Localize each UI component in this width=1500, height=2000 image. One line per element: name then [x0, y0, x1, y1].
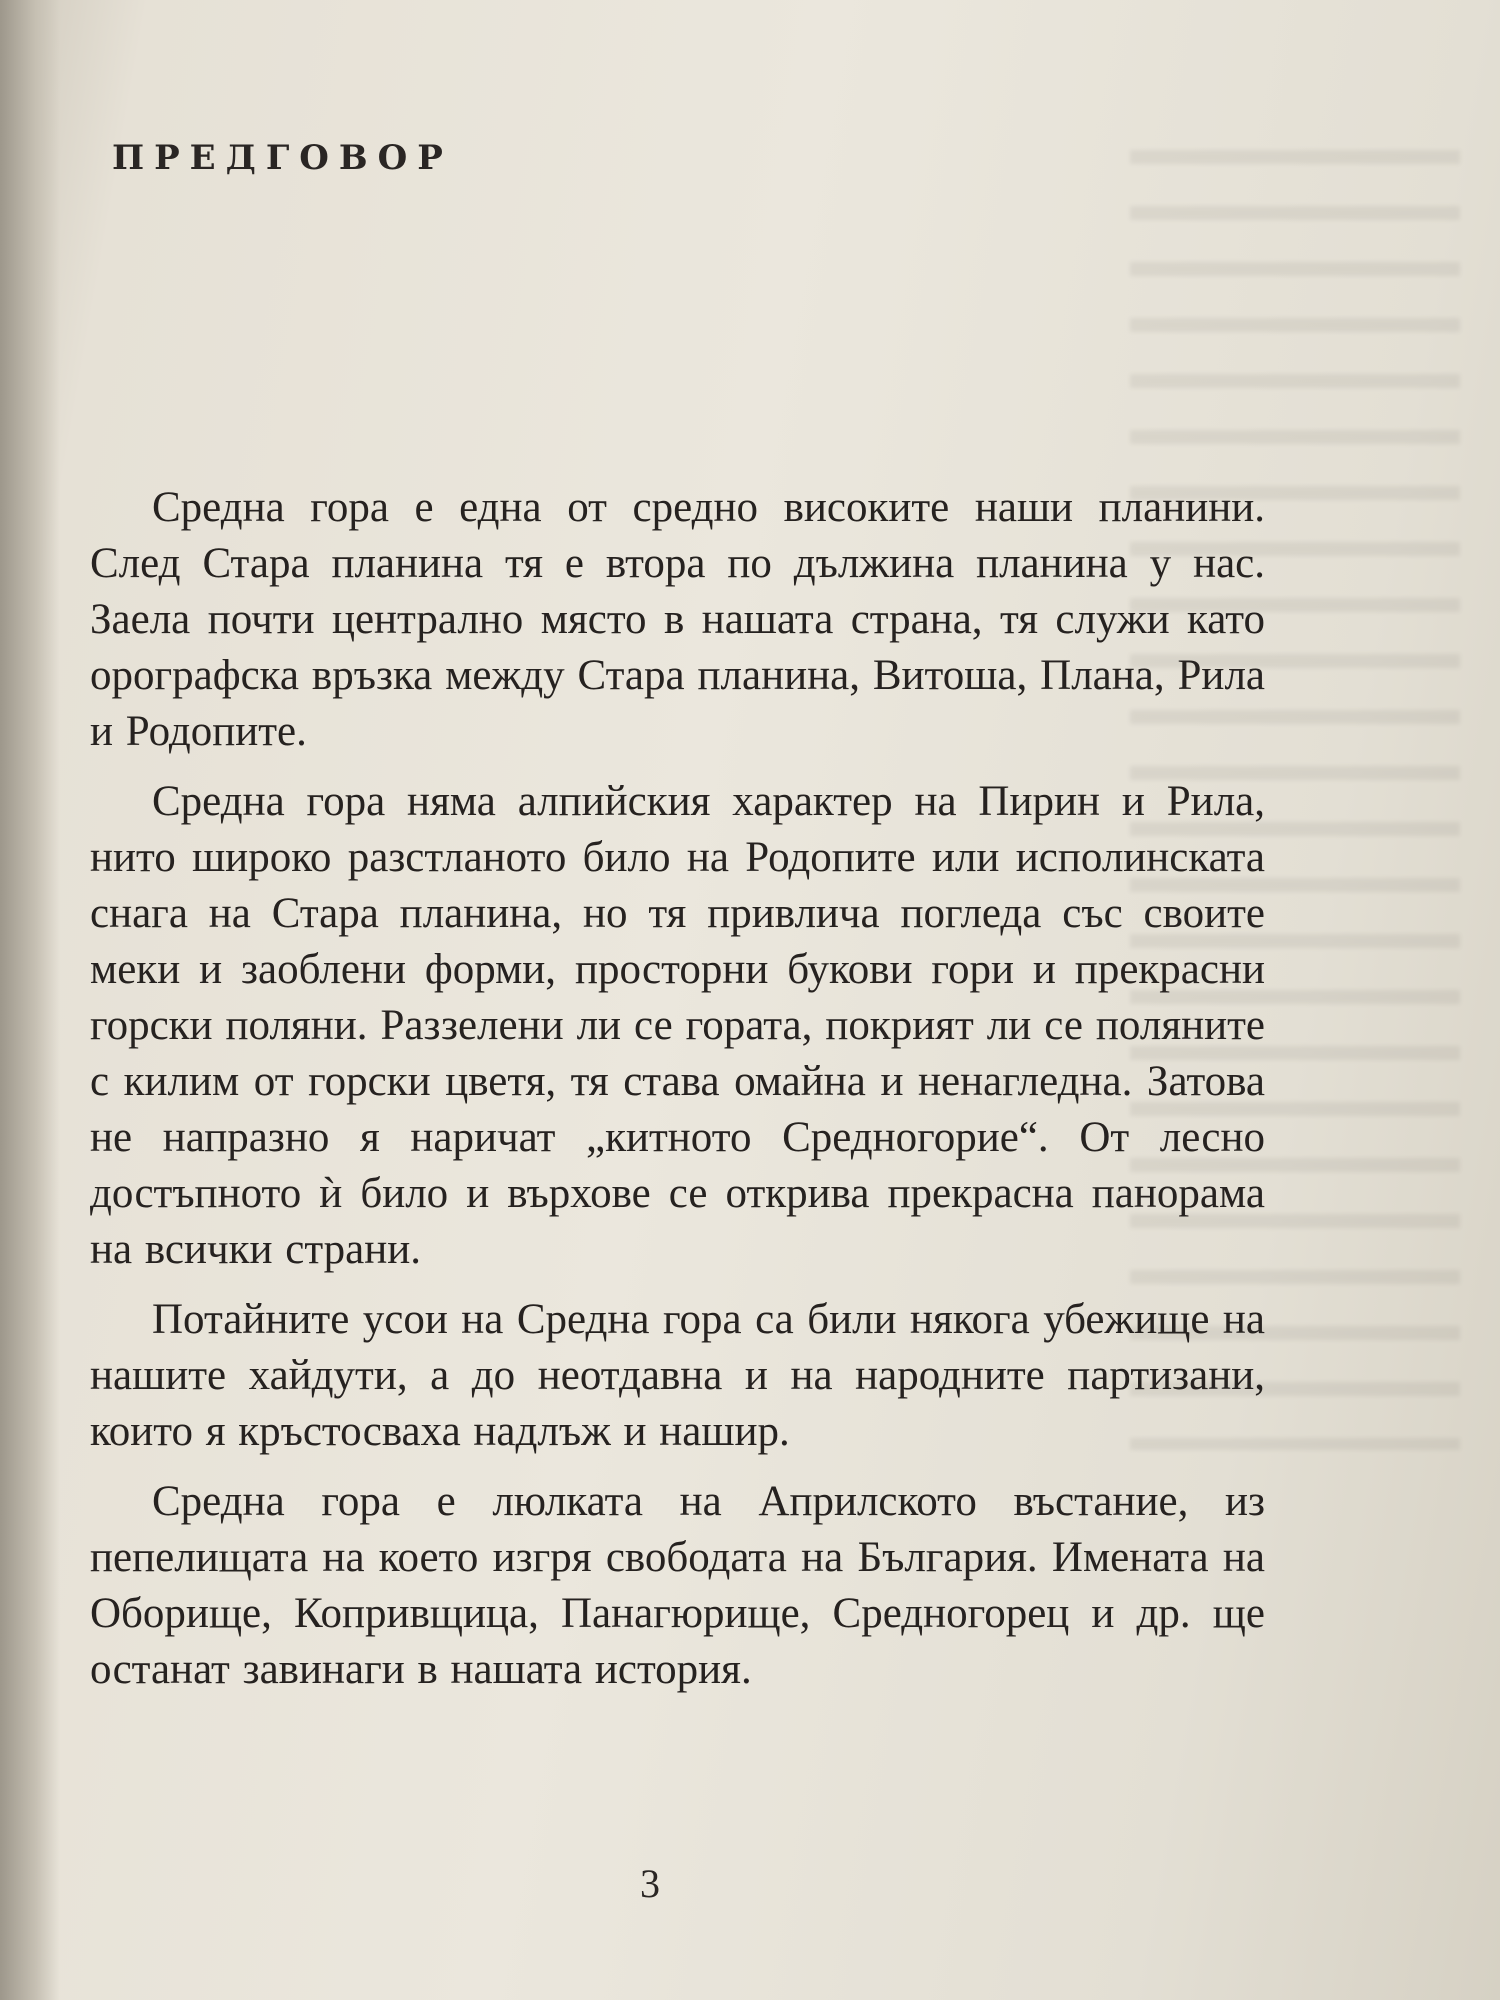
- paragraph: Средна гора е една от средно високите наши планини. След Стара планина тя е втора по дължина планина у нас. Заела почти централно място в нашата страна, тя служи като орографска връзка между Стара планина, Витоша, Плана, Рила и Родопите.: [90, 484, 1265, 755]
- paragraph: Средна гора няма алпийския характер на Пирин и Рила, нито широко разстланото било на Родопите или исполинската снага на Стара планина, но тя привлича погледа със своите меки и заоблени форми, просторни букови гори и прекрасни горски поляни. Раззелени ли се гората, покрият ли се поляните с килим от горски цветя, тя става омайна и ненагледна. Затова не напразно я наричат „китното Средногорие“. От лесно достъпното ѝ било и върхове се открива прекрасна панорама на всички страни.: [90, 778, 1265, 1273]
- paragraph: Средна гора е люлката на Априлското въстание, из пепелищата на което изгря свободата на България. Имената на Оборище, Копривщица, Панагюрище, Средногорец и др. ще останат завинаги в нашата история.: [90, 1478, 1265, 1693]
- paragraph: Потайните усои на Средна гора са били някога убежище на нашите хайдути, а до неотдавна и на народните партизани, които я кръстосваха надлъж и нашир.: [90, 1296, 1265, 1455]
- gutter-shadow: [0, 0, 60, 2000]
- body-text: [90, 480, 1265, 1712]
- page-title: ПРЕДГОВОР: [112, 138, 453, 178]
- page-number: 3: [640, 1861, 660, 1906]
